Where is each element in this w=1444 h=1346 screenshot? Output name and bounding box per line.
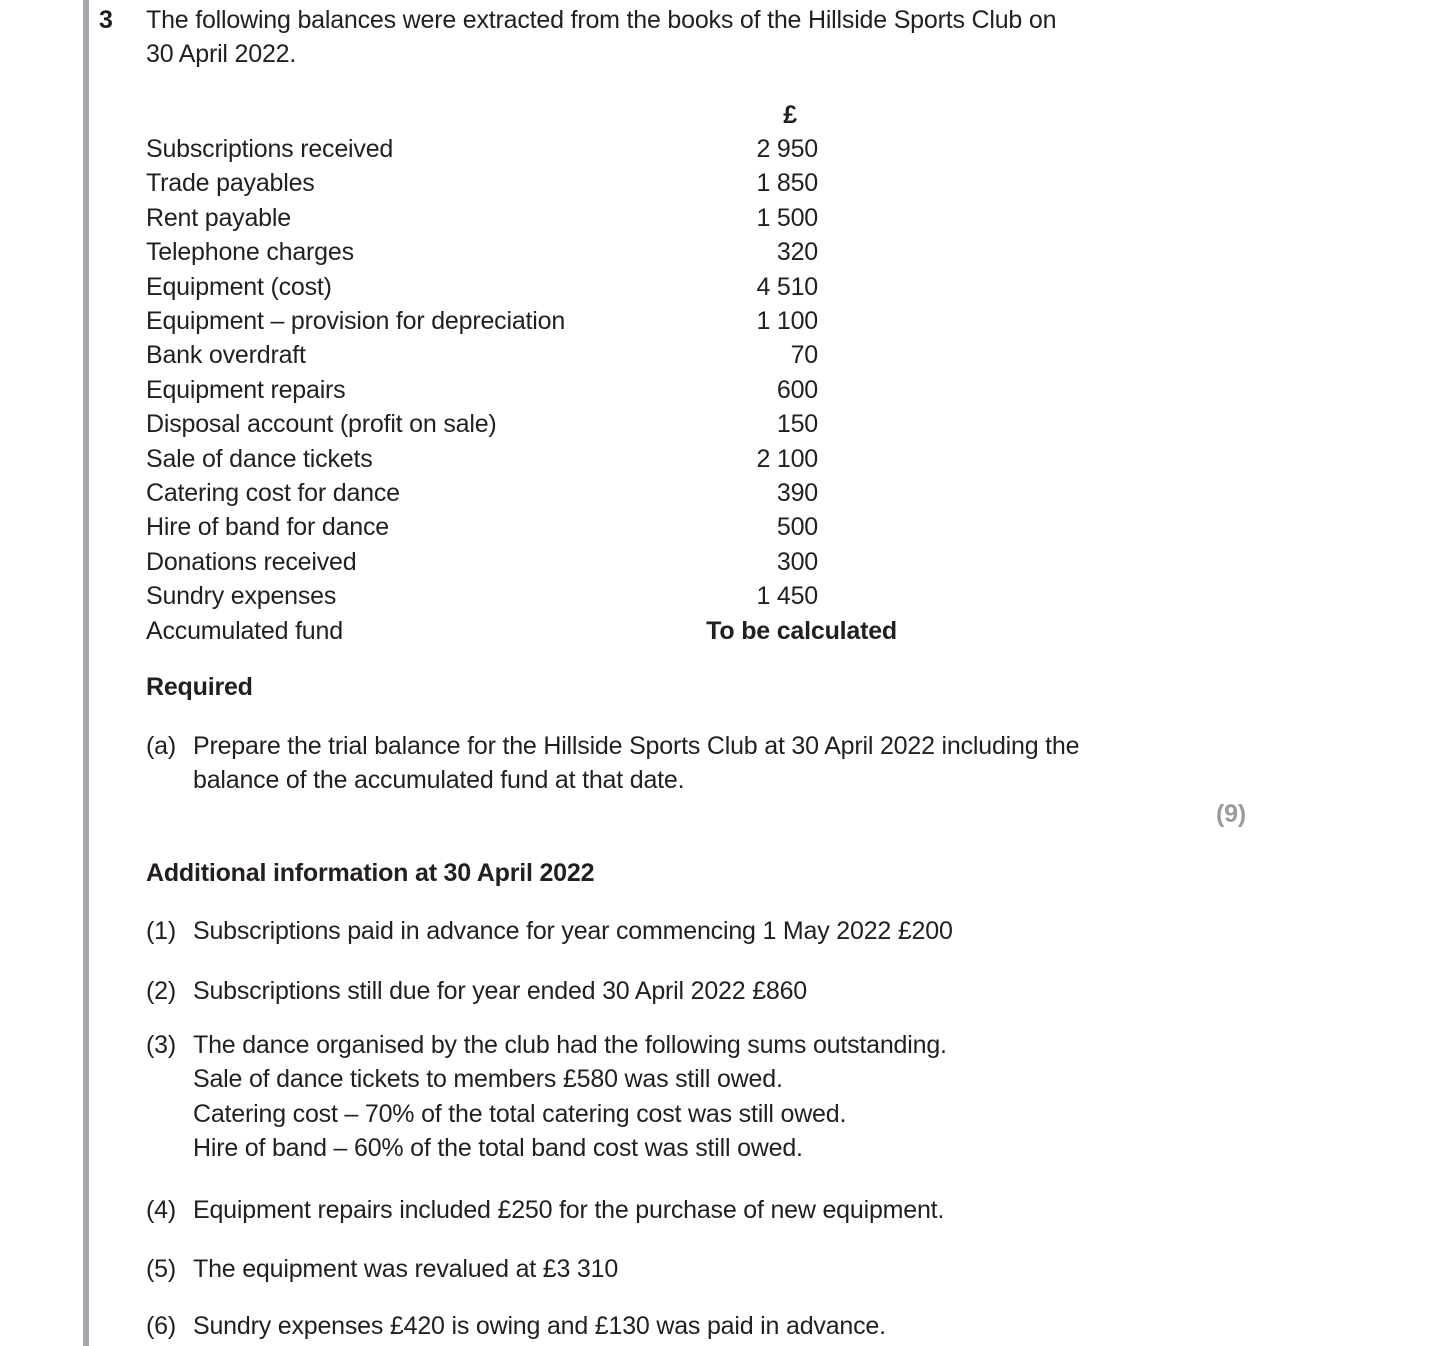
info-item-5 <box>146 1252 1246 1286</box>
balance-value: 1 850 <box>756 169 818 198</box>
info-item-marker: (5) <box>146 1254 176 1283</box>
info-item-1 <box>146 914 1246 948</box>
balance-row <box>146 338 818 372</box>
balance-value: 500 <box>776 513 818 542</box>
balance-value: 390 <box>776 479 818 508</box>
balance-row <box>146 510 818 544</box>
question-number: 3 <box>99 6 113 34</box>
task-a <box>146 729 1246 797</box>
task-a-line-1: Prepare the trial balance for the Hillside Sports Club at 30 April 2022 including the <box>193 732 1080 761</box>
balance-value: 1 450 <box>756 582 818 611</box>
info-item-text <box>193 1028 1246 1166</box>
balance-label: Bank overdraft <box>146 341 306 370</box>
info-item-line: Catering cost – 70% of the total catering cost was still owed. <box>193 1099 847 1128</box>
balance-row <box>146 373 818 407</box>
info-item-line: Hire of band – 60% of the total band cost was still owed. <box>193 1134 803 1163</box>
info-item-line: The dance organised by the club had the following sums outstanding. <box>193 1030 947 1059</box>
info-item-text <box>193 1193 1246 1227</box>
info-item-line: Sale of dance tickets to members £580 was still owed. <box>193 1065 783 1094</box>
balances-table <box>146 98 897 648</box>
balance-value: 300 <box>776 547 818 576</box>
balance-value: 600 <box>776 375 818 404</box>
balance-value: 70 <box>790 341 818 370</box>
balance-value: 150 <box>776 410 818 439</box>
additional-info-heading: Additional information at 30 April 2022 <box>146 859 595 888</box>
balance-row <box>146 614 897 648</box>
info-item-marker: (2) <box>146 976 176 1005</box>
balance-row <box>146 304 818 338</box>
balance-label: Donations received <box>146 547 357 576</box>
info-item-marker: (3) <box>146 1030 176 1059</box>
info-item-4 <box>146 1193 1246 1227</box>
info-item-text <box>193 1309 1246 1343</box>
info-item-line: Subscriptions paid in advance for year commencing 1 May 2022 £200 <box>193 917 953 946</box>
task-a-text <box>193 729 1246 797</box>
question-content <box>146 3 1246 1344</box>
balance-row <box>146 545 818 579</box>
balance-row <box>146 476 818 510</box>
required-heading: Required <box>146 673 253 702</box>
balance-label: Disposal account (profit on sale) <box>146 410 497 439</box>
left-margin-rule <box>83 0 89 1346</box>
balance-label: Sale of dance tickets <box>146 444 373 473</box>
balance-value-to-be-calculated: To be calculated <box>706 616 897 645</box>
task-a-line-2: balance of the accumulated fund at that date. <box>193 766 685 795</box>
question-intro-line-1: The following balances were extracted from the books of the Hillside Sports Club on <box>146 6 1057 34</box>
info-item-text <box>193 914 1246 948</box>
balance-label: Sundry expenses <box>146 582 337 611</box>
balance-value: 1 500 <box>756 203 818 232</box>
marks-badge: (9) <box>1216 800 1246 829</box>
balance-label: Equipment repairs <box>146 375 346 404</box>
balance-label: Equipment (cost) <box>146 272 332 301</box>
question-intro <box>146 3 1246 71</box>
info-item-marker: (1) <box>146 917 176 946</box>
info-item-3 <box>146 1028 1246 1166</box>
balance-row <box>146 235 818 269</box>
balance-value: 2 100 <box>756 444 818 473</box>
balance-row <box>146 166 818 200</box>
info-item-marker: (6) <box>146 1312 176 1341</box>
info-item-line: Sundry expenses £420 is owing and £130 was paid in advance. <box>193 1312 886 1341</box>
balance-value: 320 <box>776 238 818 267</box>
info-item-line: Equipment repairs included £250 for the purchase of new equipment. <box>193 1195 945 1224</box>
balance-row <box>146 442 818 476</box>
balance-label: Accumulated fund <box>146 616 343 645</box>
info-item-2 <box>146 974 1246 1008</box>
info-item-marker: (4) <box>146 1195 176 1224</box>
balance-label: Catering cost for dance <box>146 479 400 508</box>
balance-value: 1 100 <box>756 307 818 336</box>
balance-row <box>146 407 818 441</box>
info-item-line: The equipment was revalued at £3 310 <box>193 1254 619 1283</box>
balance-row <box>146 132 818 166</box>
balance-label: Rent payable <box>146 203 291 232</box>
balance-label: Trade payables <box>146 169 315 198</box>
balance-row <box>146 270 818 304</box>
balance-label: Subscriptions received <box>146 135 394 163</box>
info-item-text <box>193 1252 1246 1286</box>
balance-value: 4 510 <box>756 272 818 301</box>
currency-header: £ <box>783 101 797 129</box>
info-item-6 <box>146 1309 1246 1343</box>
balance-row <box>146 201 818 235</box>
balance-row <box>146 579 818 613</box>
balance-label: Equipment – provision for depreciation <box>146 307 566 336</box>
info-item-text <box>193 974 1246 1008</box>
info-item-line: Subscriptions still due for year ended 30 April 2022 £860 <box>193 976 808 1005</box>
task-a-marker: (a) <box>146 732 176 761</box>
balance-value: 2 950 <box>756 135 818 163</box>
balance-label: Hire of band for dance <box>146 513 389 542</box>
question-intro-line-2: 30 April 2022. <box>146 40 297 68</box>
balance-label: Telephone charges <box>146 238 354 267</box>
